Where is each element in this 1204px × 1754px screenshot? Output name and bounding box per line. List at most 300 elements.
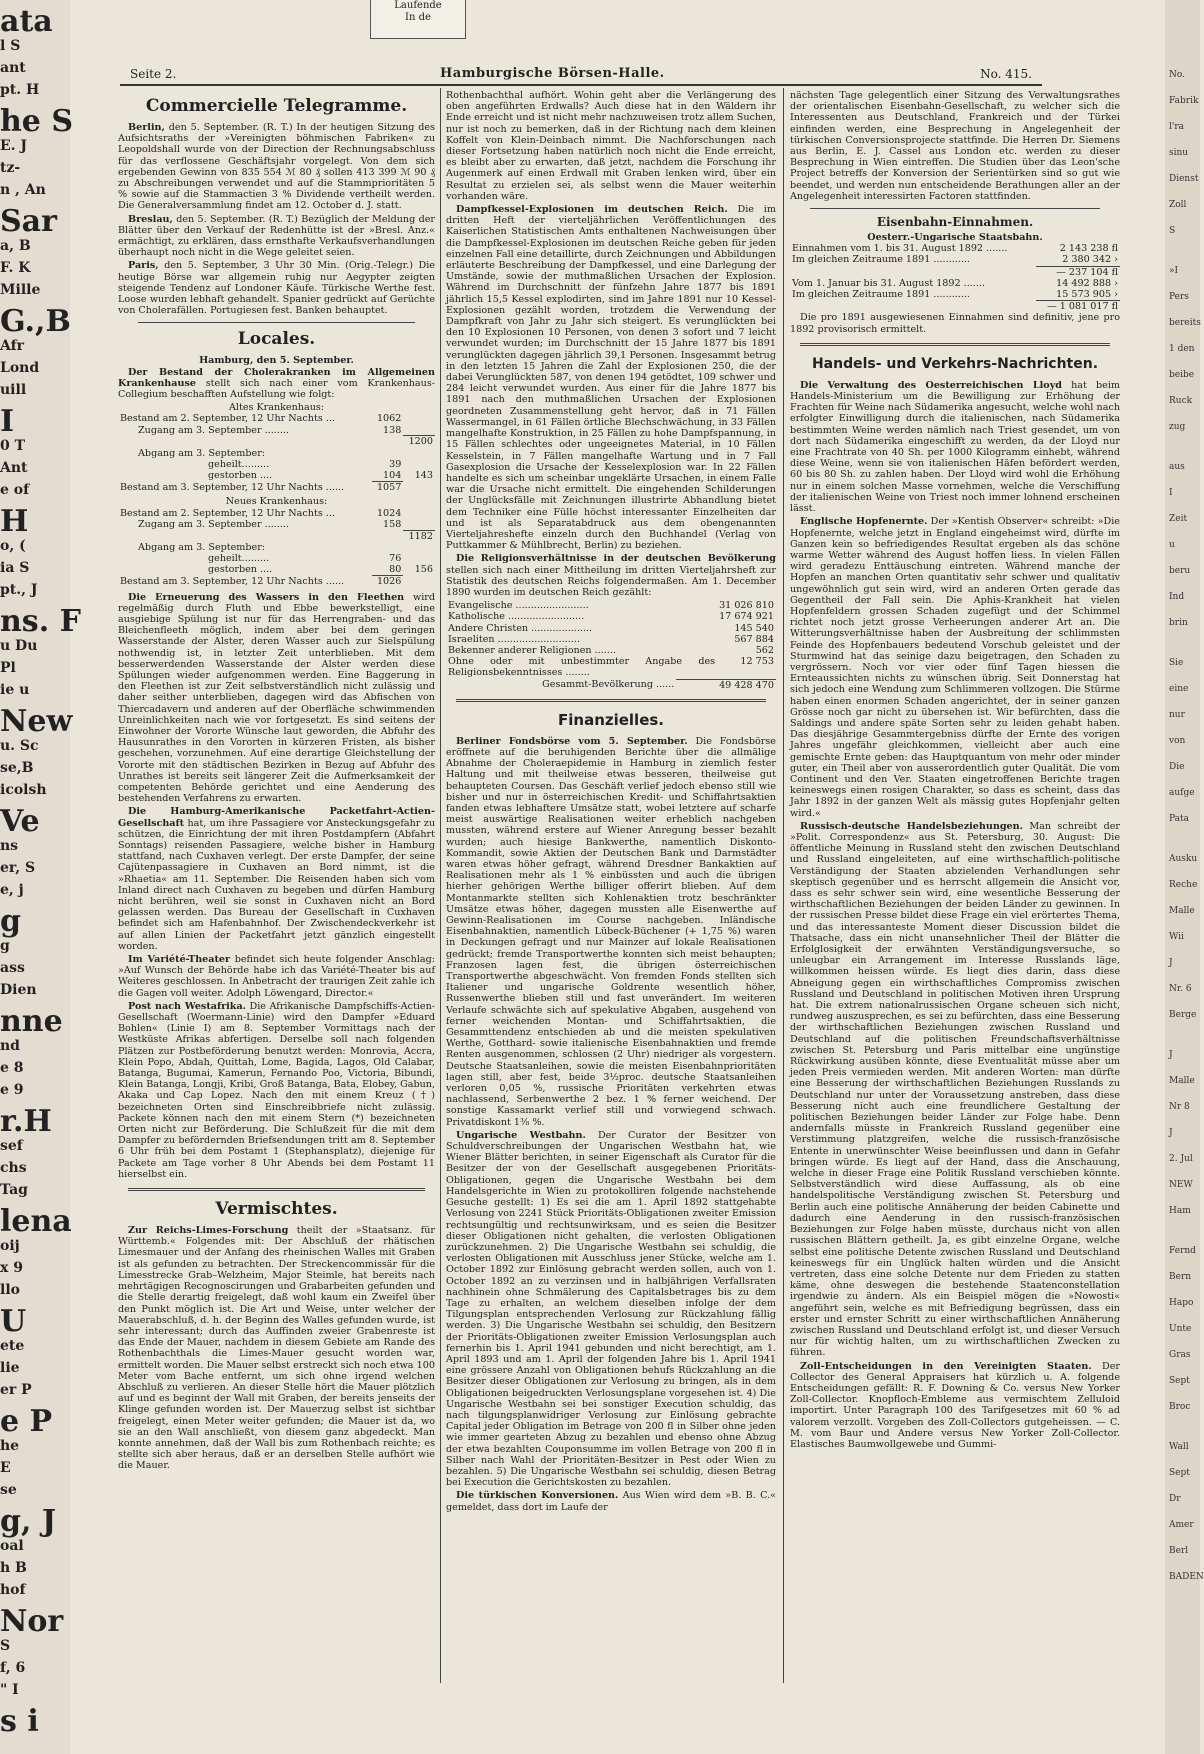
telegram-place: Paris, bbox=[128, 260, 159, 272]
fragment-text: Wall bbox=[1169, 1442, 1189, 1452]
fragment-text: Fabrik bbox=[1169, 96, 1199, 106]
fragment-text: ns bbox=[0, 838, 19, 854]
railway-revenue-table bbox=[790, 243, 1120, 312]
fragment-text: ant bbox=[0, 60, 26, 76]
row-value: — 1 081 017 fl bbox=[1036, 301, 1120, 313]
row-value: 39 bbox=[389, 458, 402, 470]
article-body: hat, um ihre Passagiere vor Ansteckungsgefahr zu schützen, die Einrichtung der mit ihren Postdampfern (Abfahrt Sonntags) reisenden Passagiere, welche bisher in Hamburg stattfand, nach Cuxhaven verlegt. Der erste Dampfer, der seine Cajütenpassagiere in Cuxhaven an Bord nimmt, ist die »Rhaetia« am 11. September. Die Reisenden haben sich vom Inland direct nach Cuxhaven zu begeben und dürfen Hamburg nicht berühren, weil sie sonst in Cuxhaven nicht an Bord gelassen werden. Das Bureau der Gesellschaft in Cuxhaven befindet sich am Hafenbahnhof. Der Zwischendeckverkehr ist auf allen Linien der Packetfahrt jetzt gänzlich eingestellt worden. bbox=[118, 817, 435, 952]
fragment-text: U bbox=[0, 1304, 27, 1339]
fragment-text: Pl bbox=[0, 660, 16, 676]
total-label: Gesammt-Bevölkerung ...... bbox=[542, 679, 675, 691]
row-value: 158 bbox=[383, 518, 402, 530]
table-row bbox=[790, 289, 1120, 301]
article-lead: Berliner Fondsbörse vom 5. September. bbox=[456, 735, 688, 747]
fragment-text: Broc bbox=[1169, 1402, 1191, 1412]
row-label bbox=[118, 436, 372, 448]
fragment-text: Berl bbox=[1169, 1546, 1189, 1556]
fragment-text: Sar bbox=[0, 204, 57, 239]
stats-table-neues bbox=[118, 508, 435, 588]
telegram-text: den 5. September. (R. T.) In der heutigen Sitzung des Aufsichtsraths der »Vereinigten böhmischen Fabriken« zu Leopoldshall wurde von der Direction der Rechnungsabschluss für das verflossene Geschäftsjahr vorgelegt. Von dem sich ergebenden Gewinn von 835 554 ℳ 80 ₰ sollen 413 399 ℳ 90 ₰ zu Abschreibungen verwendet und auf die Stammprioritäten 5 % sowie auf die Stammactien 3 % Dividende vertheilt werden. Die Generalversammlung findet am 12. October d. J. statt. bbox=[118, 122, 435, 212]
article-lead: Der Bestand der Cholerakranken im Allgemeinen Krankenhause bbox=[118, 366, 435, 389]
fragment-text: Dien bbox=[0, 982, 37, 998]
row-label: Bestand am 2. September, 12 Uhr Nachts ... bbox=[120, 507, 335, 519]
fragment-text: Ausku bbox=[1169, 854, 1198, 864]
fragment-text: er, S bbox=[0, 860, 36, 876]
row-total: 156 bbox=[414, 564, 433, 576]
article-lead: Zoll-Entscheidungen in den Vereinigten Staaten. bbox=[800, 1360, 1092, 1372]
religion-table bbox=[446, 600, 776, 678]
article-lead: Ungarische Westbahn. bbox=[456, 1129, 586, 1141]
fragment-text: G.,B bbox=[0, 304, 71, 339]
fragment-text: ia S bbox=[0, 560, 30, 576]
article-fleet bbox=[118, 592, 435, 805]
article-body: Die Afrikanische Dampfschiffs-Actien-Gesellschaft (Woermann-Linie) wird den Dampfer »Eduard Bohlen« (Linie I) am 8. September Vormittags nach der Westküste Afrikas abfertigen. Derselbe soll nach folgenden Plätzen zur Postbeförderung benutzt werden: Monrovia, Accra, Klein Popo, Abdah, Quittah, Lome, Bagida, Lagos, Old Calabar, Batanga, Bugumai, Kamerun, Fernando Poo, Victoria, Bibundi, Klein Batanga, Longji, Kribi, Groß Batanga, Bata, Elobey, Gabun, Akaka und Cap Lopez. Nach den mit einem Kreuz (†) bezeichneten Orten sind Einschreibbriefe nicht zulässig. Packete können nach den mit einem Stern (*) bezeichneten Orten nicht zur Beförderung. Die Schlußzeit für die mit dem Dampfer zu befördernden Briefsendungen tritt am 8. September 6 Uhr früh bei dem Postamt 1 (Stephansplatz), diejenige für Packete am Tage vorher 8 Uhr Abends bei dem Postamt 11 hierselbst ein. bbox=[118, 1000, 435, 1180]
fragment-text: Pata bbox=[1169, 814, 1189, 824]
fragment-text: Sept bbox=[1169, 1376, 1190, 1386]
article-lead: Post nach Westafrika. bbox=[128, 1000, 247, 1012]
row-value: 1026 bbox=[372, 576, 404, 588]
article-body: Die Fondsbörse eröffnete auf die beruhigenden Berichte über die allmälige Abnahme der Choleraepidemie in Hamburg in ziemlich fester Haltung und mit theilweise etwas besseren, theilweise gut behaupteten Coursen. Das Geschäft verlief jedoch ebenso still wie bisher und nur in österreichischen Kredit- und Schiffahrtsaktien fanden etwas lebhaftere Umsätze statt, wobei letztere auf scharfe meist auswärtige Realisationen weiter erheblich nachgeben mussten, während erstere auf Wiener Anregung besser bezahlt wurden; auch hiesige Bankwerthe, namentlich Diskonto-Kommandit, sowie Aktien der Deutschen Bank und Darmstädter waren etwas höher gefragt, während Dresdner Bankaktien auf Realisationen mehr als 1 % einbüssten und auch die übrigen hierher gehörigen Werthe billiger offerirt blieben. Auf dem Montanmarkte stellten sich Kohlenaktien trotz beschränkter Umsätze etwas höher, dagegen mussten alle Eisenwerthe auf Gewinn-Realisationen im Course nachgeben. Inländische Eisenbahnaktien, namentlich Lübeck-Büchener (+ 1,75 %) waren in Deckungen gefragt und nur Mainzer auf lokale Realisationen gedrückt; fremde Transportwerthe konnten sich meist behaupten; Franzosen lagen fest, die übrigen österreichischen Transportwerthe abgeschwächt. Von fremden Fonds stellten sich Italiener und ungarische Goldrente wesentlich höher, Russenwerthe blieben still und fast unverändert. Im weiteren Verlaufe schwächte sich auf spekulative Abgaben, ausgehend von ferner weichenden Montan- und Schiffahrtsaktien, die Gesammttendenz entschieden ab und die meisten spekulativen Werthe, Gotthard- sowie italienische Eisenbahnaktien und fremde Renten ausgenommen, schlossen (2 Uhr) niedriger als vorgestern. Deutsche Staatsanleihen, sowie die meisten Eisenbahnprioritäten lagen still, aber fest, beide 3½proc. deutsche Staatsanleihen verloren 0,05 %, russische Prioritäten verkehrten etwas nachlassend, Serbenwerthe 2 bez. 1 % ferner weichend. Der sonstige Kassamarkt verlief still und vorwiegend schwach. Privatdiskont 1⅜ %. bbox=[446, 735, 776, 1128]
row-value: 138 bbox=[383, 424, 402, 436]
row-label bbox=[790, 301, 1036, 313]
fragment-text: ata bbox=[0, 4, 53, 39]
article-body: stellt sich nach einer vom Krankenhaus-Collegium beschafften Aufstellung wie folgt: bbox=[118, 377, 435, 401]
fragment-text: NEW bbox=[1169, 1180, 1193, 1190]
fragment-text: Lond bbox=[0, 360, 40, 376]
fragment-text: Ind bbox=[1169, 592, 1185, 602]
row-label: Abgang am 3. September: bbox=[138, 541, 266, 553]
fragment-text: aufge bbox=[1169, 788, 1195, 798]
fragment-text: beru bbox=[1169, 566, 1191, 576]
fragment-text: S bbox=[1169, 226, 1176, 236]
row-value: — 237 104 fl bbox=[1036, 266, 1120, 278]
fragment-text: Sie bbox=[1169, 658, 1184, 668]
header-rule bbox=[120, 84, 1042, 86]
article-lead: Die Erneuerung des Wassers in den Fleethen bbox=[128, 591, 405, 603]
fragment-text: r.H bbox=[0, 1104, 52, 1139]
column-1 bbox=[118, 90, 435, 1680]
telegram-place: Breslau, bbox=[128, 213, 173, 225]
fragment-text: Nr 8 bbox=[1169, 1102, 1190, 1112]
row-value: 76 bbox=[389, 552, 402, 564]
fragment-text: s i bbox=[0, 1704, 39, 1739]
row-label: Katholische ......................... bbox=[448, 611, 585, 623]
article-lead: Die Verwaltung des Oesterreichischen Lloyd bbox=[800, 379, 1062, 391]
row-label: Bestand am 2. September, 12 Uhr Nachts ... bbox=[120, 413, 335, 425]
row-total bbox=[403, 425, 435, 436]
table-row bbox=[790, 243, 1120, 254]
page-number: Seite 2. bbox=[130, 67, 177, 81]
row-value bbox=[372, 530, 404, 542]
article-limes bbox=[118, 1225, 435, 1471]
fragment-text: u Du bbox=[0, 638, 38, 654]
stats-table-altes bbox=[118, 413, 435, 493]
fragment-text: Gras bbox=[1169, 1350, 1191, 1360]
fragment-text: lena bbox=[0, 1204, 72, 1239]
fragment-text: No. bbox=[1169, 70, 1185, 80]
fragment-text: F. K bbox=[0, 260, 31, 276]
table-row bbox=[790, 266, 1120, 278]
fragment-text: tz- bbox=[0, 160, 21, 176]
fragment-text: zug bbox=[1169, 422, 1186, 432]
religion-total bbox=[446, 679, 776, 691]
table-row bbox=[446, 600, 776, 611]
fragment-text: E. J bbox=[0, 138, 28, 154]
total-value: 49 428 470 bbox=[676, 679, 776, 691]
fragment-text: pt. H bbox=[0, 82, 40, 98]
table-row bbox=[118, 508, 435, 519]
row-value bbox=[372, 436, 404, 448]
fragment-text: Ve bbox=[0, 804, 40, 839]
fragment-text: Amer bbox=[1169, 1520, 1194, 1530]
row-label: Abgang am 3. September: bbox=[138, 447, 266, 459]
table-row bbox=[446, 623, 776, 634]
fragment-text: e 8 bbox=[0, 1060, 24, 1076]
fragment-text: Tag bbox=[0, 1182, 28, 1198]
telegram-item bbox=[118, 122, 435, 212]
fragment-text: ie u bbox=[0, 682, 30, 698]
article-lead: Im Variété-Theater bbox=[128, 954, 231, 966]
fragment-text: se,B bbox=[0, 760, 34, 776]
telegram-item bbox=[118, 260, 435, 316]
article-dampfkessel bbox=[446, 204, 776, 551]
fragment-text: Ruck bbox=[1169, 396, 1193, 406]
table-row bbox=[446, 634, 776, 645]
fragment-text: Pers bbox=[1169, 292, 1189, 302]
article-lead: Die Religionsverhältnisse in der deutschen Bevölkerung bbox=[456, 553, 776, 565]
section-heading-eisenbahn: Eisenbahn-Einnahmen. bbox=[876, 215, 1034, 230]
issue-number: No. 415. bbox=[980, 67, 1032, 81]
section-heading-locales: Locales. bbox=[237, 329, 316, 350]
fragment-text: n , An bbox=[0, 182, 46, 198]
table-row bbox=[118, 436, 435, 448]
article-body: Der Collector des General Appraisers hat kürzlich u. A. folgende Entscheidungen gefällt: R. F. Downing & Co. versus New Yorker Zoll-Collector. Knopfloch-Embleme aus vermischtem Zelluloid importirt. Unter Paragraph 100 des Tarifgesetzes mit 60 % ad valorem verzollt. Vorgeben des Zoll-Collectors gutgeheissen. — C. M. vom Baur und Andere versus New Yorker Zoll-Collector. Elastisches Baumwollgewebe und Gummi- bbox=[790, 1360, 1120, 1450]
fragment-text: S bbox=[0, 1638, 11, 1654]
fragment-text: chs bbox=[0, 1160, 27, 1176]
article-westbahn bbox=[446, 1130, 776, 1489]
fragment-text: e 9 bbox=[0, 1082, 24, 1098]
section-heading-handel: Handels- und Verkehrs-Nachrichten. bbox=[811, 355, 1099, 372]
article-lead: Zur Reichs-Limes-Forschung bbox=[128, 1225, 289, 1237]
table-row bbox=[118, 448, 435, 459]
article-body: theilt der »Staatsanz. für Württemb.« Folgendes mit: Der Abschluß der rhätischen Limesmauer und der Anfang des rheinischen Walles mit Graben ist als gefunden zu betrachten. Der Streckencommissär für die Limesstrecke Grab–Welzheim, Major Steimle, hat bereits nach mehrtägigen Recognoscirungen und Grabarbeiten gefunden und die Stelle derartig freigelegt, daß wohl kaum ein Zweifel über den Punkt möglich ist. Die Art und Weise, unter welcher der Mauerabschluß, d. h. der Beginn des Walles gefunden wurde, ist sehr interessant; durch das Auffinden zweier Grabenreste ist das Ende der Mauer, nachdem in diesem Gebiete am Rande des Rothenbachthals die Limes-Mauer gesucht worden war, ermittelt worden. Die Mauer selbst erstreckt sich noch etwa 100 Meter vom Bache entfernt, um sich ohne irgend welchen Abschluß zu verlieren. An dieser Stelle hört die Mauer plötzlich auf und es beginnt der Wall mit Graben, der bereits jenseits der Klinge gefunden worden ist. Der Mauerzug selbst ist sichtbar freigelegt, einen Meter weiter gefunden; die Mauer ist da, wo sie an den Wall anschließt, von diesem ganz abgedeckt. Man konnte annehmen, daß der Wall bis zum Rothenbach reichte; es stellte sich aber heraus, daß er an derselben Stelle aufhört wie die Mauer. bbox=[118, 1225, 435, 1472]
fragment-text: he S bbox=[0, 104, 74, 139]
table-row bbox=[118, 459, 435, 470]
row-value: 562 bbox=[755, 644, 774, 656]
fragment-text: E bbox=[0, 1460, 11, 1476]
fragment-text: H bbox=[0, 504, 29, 539]
table-row bbox=[446, 611, 776, 622]
fragment-text: Unte bbox=[1169, 1324, 1192, 1334]
fragment-text: llo bbox=[0, 1282, 20, 1298]
article-lead: Englische Hopfenernte. bbox=[800, 516, 928, 528]
row-label: geheilt......... bbox=[208, 458, 270, 470]
fragment-text: Mille bbox=[0, 282, 41, 298]
table-row bbox=[118, 413, 435, 424]
subheading-staatsbahn: Oesterr.-Ungarische Staatsbahn. bbox=[867, 232, 1043, 244]
article-russland bbox=[790, 821, 1120, 1359]
table-row bbox=[790, 278, 1120, 289]
row-label: Vom 1. Januar bis 31. August 1892 ....... bbox=[792, 277, 986, 289]
row-total bbox=[403, 553, 435, 564]
fragment-text: o, ( bbox=[0, 538, 26, 554]
fragment-text: Hapo bbox=[1169, 1298, 1194, 1308]
fragment-text: beibe bbox=[1169, 370, 1195, 380]
article-variete bbox=[118, 954, 435, 999]
article-body: Man schreibt der »Polit. Correspondenz« aus St. Petersburg, 30. August: Die öffentliche Meinung in Russland steht den zwischen Deutschland und Russland eingeleiteten, auf eine wirthschaftlich-politische Verständigung der Staaten abzielenden Verhandlungen sehr skeptisch gegenüber und es herrscht allgemein die Ansicht vor, dass es sehr schwer sein wird, eine wesentliche Besserung der wirthschaftlichen Beziehungen der beiden Länder zu gewinnen. In der russischen Presse bildet diese Frage ein viel erörtertes Thema, und das interessanteste Moment dieser Discussion bildet die Thatsache, dass ein nicht unansehnlicher Theil der Blätter die Erfolglosigkeit der erwähnten Verständigungsversuche, so unleugbar ein Arrangement im Interesse Russlands läge, willkommen heissen würde. Es liegt dies darin, dass diese Abneigung gegen ein wirthschaftliches Compromiss zwischen Russland und Deutschland in politischen Motiven ihren Ursprung hat. Die extrem nationalrussischen Organe scheuen sich nicht, rundweg auszusprechen, es sei zu befürchten, dass eine Besserung der wirthschaftlichen Beziehungen zwischen Russland und Deutschland auf die politischen Freundschaftsverhältnisse zwischen St. Petersburg und Paris mittelbar eine ungünstige Rückwirkung ausüben könnte, diese Eventualität müsse aber um jeden Preis vermieden werden. Mit anderen Worten: man dürfte eine Besserung der wirthschaftlichen Beziehungen Russlands zu Deutschland nur unter der Voraussetzung anstreben, dass diese Besserung nicht auch eine freundlichere Gestaltung der politischen Beziehungen beider Länder zur Folge habe. Denn andernfalls müsste in Frankreich Russland gegenüber eine Verstimmung platzgreifen, welche die russisch-französische Entente in unerwünschter Weise beeinflussen und dann in Gefahr bringen würde. Es liegt auf der Hand, dass die Anschauung, welche in dieser Frage eine Politik Russland verschieben könnte. Selbstverständlich wird diese Auffassung, als ob eine handelspolitische Verständigung zwischen St. Petersburg und Berlin auch eine politische Annäherung der beiden Cabinette und dadurch eine Aenderung in den russisch-französischen Beziehungen zur Folge haben müsste, durchaus nicht von allen russischen Blättern getheilt. Ja, es gibt einzelne Organe, welche selbst eine politische Detente zwischen Russland und Deutschland keineswegs für ein Unglück halten würden und die Ansicht vertreten, dass eine solche Detente nur dem Frieden zu statten käme, ohne deswegen die bestehende Staatenconstellation irgendwie zu ändern. Als ein Beispiel mögen die »Nowosti« angeführt sein, welche es mit Befriedigung begrüssen, dass ein erster und ernster Schritt zu einer wirthschaftlichen Annäherung zwischen Russland und Deutschland erfolgt ist, und dieser Versuch nur für wichtig halten, um zu wirthschaftlichen Zwecken zu führen. bbox=[790, 820, 1120, 1359]
fragment-text: eine bbox=[1169, 684, 1189, 694]
fragment-text: 1 den bbox=[1169, 344, 1195, 354]
row-total bbox=[403, 508, 435, 519]
table-row bbox=[118, 470, 435, 482]
row-label bbox=[118, 530, 372, 542]
fragment-text: ass bbox=[0, 960, 25, 976]
fragment-text: Die bbox=[1169, 762, 1185, 772]
fragment-text: er P bbox=[0, 1382, 32, 1398]
newspaper-title: Hamburgische Börsen-Halle. bbox=[440, 66, 665, 81]
fragment-text: New bbox=[0, 704, 73, 739]
fragment-text: J bbox=[1169, 1050, 1173, 1060]
row-label: Israeliten ........................... bbox=[448, 633, 580, 645]
article-lead: Russisch-deutsche Handelsbeziehungen. bbox=[800, 820, 1023, 832]
table-row bbox=[118, 482, 435, 494]
telegram-place: Berlin, bbox=[128, 122, 165, 133]
separator bbox=[138, 322, 415, 323]
adjacent-page-left-fragment bbox=[0, 0, 81, 1754]
fragment-text: nur bbox=[1169, 710, 1185, 720]
fragment-text: J bbox=[1169, 958, 1173, 968]
separator bbox=[128, 1188, 425, 1191]
fragment-text: l'ra bbox=[1169, 122, 1185, 132]
fragment-text: Malle bbox=[1169, 906, 1195, 916]
fragment-text: ns. F bbox=[0, 604, 81, 639]
row-label: Zugang am 3. September ........ bbox=[138, 424, 290, 436]
clipping-line-1: Laufende bbox=[394, 0, 442, 11]
fragment-text: u bbox=[1169, 540, 1175, 550]
fragment-text: g, J bbox=[0, 1504, 57, 1539]
article-body: wird regelmäßig durch Fluth und Ebbe bewerkstelligt, eine ausgiebige Spülung ist nur für das Herrengraben- und das Bleichenfleeth möglich, indem aber bei dem geringen Wasserstande der Alster, deren Wasser auch zur Sielspülung nothwendig ist, in letzter Zeit unterblieben. Mit dem besserwerdenden Wasserstande der Alster werden diese Spülungen wieder aufgenommen werden. Eine Baggerung in den Fleethen ist zur Zeit selbstverständlich nicht zulässig und daher seither unterblieben, dagegen wird das Abfischen von Thiercadavern und anderen auf der Oberfläche schwimmenden Unreinlichkeiten nach wie vor fortgesetzt. Es sind seitens der Einwohner der Vororte Wünsche laut geworden, die Abfuhr des Hausunrathes in den Vororten in kürzeren Fristen, als bisher geschehen, vorzunehmen. Auf eine derartige Gleichstellung der Vororte mit den städtischen Bezirken in Bezug auf Abfuhr des Unrathes ist bereits seit längerer Zeit die Aufmerksamkeit der competenten Behörde gerichtet und eine Aenderung des bestehenden Verfahrens zu erwarten. bbox=[118, 591, 435, 805]
row-value: 14 492 888 › bbox=[1056, 277, 1118, 289]
fragment-text: hof bbox=[0, 1582, 26, 1598]
fragment-text: ete bbox=[0, 1338, 25, 1354]
section-heading-telegrams: Commercielle Telegramme. bbox=[145, 96, 408, 116]
fragment-text: 0 T bbox=[0, 438, 26, 454]
row-total bbox=[403, 459, 435, 470]
fragment-text: von bbox=[1169, 736, 1186, 746]
fragment-text: »I bbox=[1169, 266, 1179, 276]
row-total: 1200 bbox=[403, 436, 435, 448]
fragment-text: Dienst bbox=[1169, 174, 1199, 184]
row-total: 143 bbox=[414, 469, 433, 481]
subheading-neues: Neues Krankenhaus: bbox=[225, 496, 328, 508]
article-fondsboerse bbox=[446, 736, 776, 1128]
row-value: 2 380 342 › bbox=[1062, 254, 1118, 266]
railway-note: Die pro 1891 ausgewiesenen Einnahmen sind definitiv, jene pro 1892 provisorisch ermittelt. bbox=[790, 312, 1120, 335]
row-value: 31 026 810 bbox=[719, 600, 774, 612]
article-body: Die im dritten Heft der vierteljährlichen Veröffentlichungen des Kaiserlichen Statistischen Amts enthaltenen Nachweisungen über die Dampfkessel-Explosionen im deutschen Reiche geben für jeden einzelnen Fall eine detaillirte, durch Zeichnungen und Abbildungen erläuterte Beschreibung der Dampfkessel, und eine Darlegung der Umstände, sowie der muthmaßlichen Ursachen der Explosion. Während im Durchschnitt der fünfzehn Jahre 1877 bis 1891 jährlich 15,5 Kessel explodirten, sind im Jahre 1891 nur 10 Kessel-Explosionen gezählt worden, trotzdem die Verwendung der Dampfkraft von Jahr zu Jahr sich steigert. Es verunglückten bei den 10 Explosionen 10 Personen, von denen 3 sofort und 7 leicht verwundet wurden; im Durchschnitt der 15 Jahre 1877 bis 1891 verunglückten dagegen jährlich 39,1 Personen. Insgesammt betrug in den letzten 15 Jahren die Zahl der Explosionen 250, die der dabei Verunglückten 587, von denen 194 getödtet, 109 schwer und 284 leicht verwundet wurden. Aus einer für die Jahre 1877 bis 1891 nach den muthmaßlichen Ursachen der Explosionen geordneten Zusammenstellung geht hervor, daß in 71 Fällen Wassermangel, in 61 Fällen örtliche Blechschwächung, in 33 Fällen mangelhafte Konstruktion, in 25 Fällen zu hohe Dampfspannung, in 15 Fällen schlechtes oder ungeeignetes Material, in 10 Fällen Kesselstein, in 7 Fällen mangelhafte Wartung und in 7 Fall Gasexplosion die Ursache der Kesselexplosion war. In 22 Fällen handelte es sich um scheinbar ungeklärte Ursachen, in einem Falle war die Ursache nicht ermittelt. Die eingehenden Schilderungen der Unglücksfälle mit Zeichnungen illustrirte Abhandlung bietet dem Techniker eine Fülle höchst interessanter Einzelheiten dar und ist als Separatabdruck aus dem obengenannten Vierteljahreshefte einzeln durch den Buchhandel (Verlag von Puttkammer & Mühlbrecht, Berlin) zu beziehen. bbox=[446, 204, 776, 552]
table-row bbox=[118, 519, 435, 530]
row-label: Evangelische ........................ bbox=[448, 600, 589, 612]
fragment-text: bereits bbox=[1169, 318, 1201, 328]
fragment-text: nd bbox=[0, 1038, 20, 1054]
article-body: Aus Wien wird dem »B. B. C.« gemeldet, dass dort im Laufe der bbox=[446, 1490, 776, 1513]
row-value: 80 bbox=[389, 564, 402, 576]
row-value: 145 540 bbox=[734, 622, 774, 634]
fragment-text: Ant bbox=[0, 460, 28, 476]
row-label: Bestand am 3. September, 12 Uhr Nachts ...... bbox=[120, 575, 345, 587]
telegram-item bbox=[118, 214, 435, 259]
clipping-line-2: In de bbox=[405, 12, 431, 23]
fragment-text: f, 6 bbox=[0, 1660, 26, 1676]
fragment-text: Reche bbox=[1169, 880, 1198, 890]
row-total bbox=[403, 519, 435, 530]
column-divider bbox=[783, 88, 784, 1683]
fragment-text: Dr bbox=[1169, 1494, 1181, 1504]
article-body: befindet sich heute folgender Anschlag: »Auf Wunsch der Behörde habe ich das Variété-Theater bis auf Weiteres geschlossen. In Anbetracht der traurigen Zeit zahle ich die Gagen voll weiter. Adolph Löwengard, Director.« bbox=[118, 954, 435, 999]
row-label: Zugang am 3. September ........ bbox=[138, 518, 290, 530]
row-label: Bestand am 3. September, 12 Uhr Nachts ...... bbox=[120, 481, 345, 493]
section-heading-vermischtes: Vermischtes. bbox=[215, 1199, 338, 1220]
fragment-text: lie bbox=[0, 1360, 20, 1376]
row-value: 17 674 921 bbox=[719, 611, 774, 623]
article-body: stellen sich nach einer Mittheilung im dritten Vierteljahrsheft zur Statistik des deutschen Reichs folgendermaßen. Am 1. December 1890 wurden im deutschen Reich gezählt: bbox=[446, 564, 776, 598]
fragment-text: x 9 bbox=[0, 1260, 23, 1276]
row-value: 104 bbox=[383, 469, 402, 481]
fragment-text: e, j bbox=[0, 882, 24, 898]
fragment-text: Malle bbox=[1169, 1076, 1195, 1086]
column-3 bbox=[790, 90, 1120, 1680]
row-value bbox=[372, 448, 404, 459]
fragment-text: nne bbox=[0, 1004, 63, 1039]
fragment-text: oal bbox=[0, 1538, 24, 1554]
fragment-text: e P bbox=[0, 1404, 53, 1439]
table-row bbox=[446, 656, 776, 678]
row-value bbox=[372, 542, 404, 553]
table-row bbox=[790, 301, 1120, 313]
row-value: 1062 bbox=[376, 413, 402, 425]
dateline: Hamburg, den 5. September. bbox=[199, 355, 354, 367]
row-label: Ohne oder mit unbestimmter Angabe des Religionsbekenntnisses ........ bbox=[448, 656, 716, 679]
fragment-text: icolsh bbox=[0, 782, 47, 798]
fragment-text: he bbox=[0, 1438, 20, 1454]
row-value: 12 753 bbox=[740, 656, 774, 668]
row-total bbox=[403, 413, 435, 424]
row-total bbox=[403, 576, 435, 588]
fragment-text: u. Sc bbox=[0, 738, 39, 754]
row-label: geheilt......... bbox=[208, 552, 270, 564]
article-lloyd bbox=[790, 380, 1120, 514]
article-lead: Dampfkessel-Explosionen im deutschen Reich. bbox=[456, 204, 728, 216]
row-total bbox=[403, 542, 435, 553]
table-row bbox=[118, 530, 435, 542]
fragment-text: Zeit bbox=[1169, 514, 1188, 524]
fragment-text: sinu bbox=[1169, 148, 1189, 158]
article-tuerkisch bbox=[446, 1490, 776, 1512]
telegram-text: den 5. September. (R. T.) Bezüglich der Meldung der Blätter über den Verkauf der Redenhütte ist der »Bresl. Anz.« ermächtigt, zu erklären, dass ernsthafte Verkaufsverhandlungen überhaupt noch nicht in die Wege geleitet seien. bbox=[118, 213, 435, 259]
fragment-text: sef bbox=[0, 1138, 23, 1154]
row-label: gestorben .... bbox=[208, 469, 273, 481]
row-total: 1182 bbox=[403, 530, 435, 542]
table-row bbox=[118, 564, 435, 576]
row-value: 1057 bbox=[372, 482, 404, 494]
fragment-text: Berge bbox=[1169, 1010, 1197, 1020]
fragment-text: Bern bbox=[1169, 1272, 1192, 1282]
row-value: 15 573 905 › bbox=[1056, 289, 1118, 301]
table-row bbox=[118, 425, 435, 436]
fragment-text: Fernd bbox=[1169, 1246, 1196, 1256]
row-value: 567 884 bbox=[734, 633, 774, 645]
row-label: Im gleichen Zeitraume 1891 ............ bbox=[792, 254, 970, 266]
row-value: 1024 bbox=[376, 507, 402, 519]
column-divider bbox=[440, 88, 441, 1683]
section-heading-finanzielles: Finanzielles. bbox=[558, 710, 664, 729]
fragment-text: Nor bbox=[0, 1604, 64, 1639]
fragment-text: Wii bbox=[1169, 932, 1184, 942]
separator bbox=[810, 208, 1100, 209]
article-body: Der Curator der Besitzer von Schuldverschreibungen der Ungarischen Westbahn hat, wie Wiener Blätter berichten, in seiner Eigenschaft als Curator für die Besitzer der von der Gesellschaft ausgegebenen Prioritäts-Obligationen, gegen die Ungarische Westbahn bei dem Handelsgerichte in Wien zu protokolliren folgende nachstehende Gesuche gestellt: 1) Es sei die am 1. April 1892 stattgehabte Verlosung von 2241 Stück Prioritäts-Obligationen zweiter Emission rechtsungültig und rechtsunwirksam, und es seien die Besitzer dieser Obligationen nicht gehalten, die verlosten Obligationen zurückzunehmen. 2) Die Ungarische Westbahn sei schuldig, die verlosten Obligationen mit Ausschluss jener Stücke, welche am 1. October 1892 zur Einlösung gebracht werden sollen, auch von 1. October 1892 an zu verzinsen und in halbjährigen Verfallsraten nachhinein ohne Schmälerung des Capitalsbetrages bis zu dem Tage zu erhalten, an welchem dieselben infolge der dem Tilgungsplan entsprechenden Verlosung zur Rückzahlung fällig werden. 3) Die Ungarische Westbahn sei schuldig, den Besitzern der Prioritäts-Obligationen zweiter Emission Verlosungsplan auch fernerhin bis 1. April 1941 gebunden und nicht berechtigt, am 1. April 1893 und am 1. April der folgenden Jahre bis 1. April 1941 eine grössere Anzahl von Obligationen behufs Rückzahlung an die Besitzer dieser Obligationen zur Verlosung zu bringen, als in dem Obligationen beigedruckten Verlosungsplane vorgesehen ist. 4) Die Ungarische Westbahn sei bei sonstiger Execution schuldig, das nach tilgungsplanwidriger Verlosung zur Einlösung gebrachte Capital jeder Obligation im Betrage von 200 fl in Silber ohne jeden wie immer gearteten Abzug zu bezahlen und ebenso ohne Abzug der etwa bezahlten Couponsumme im vollen Betrage von 200 fl in Silber nach Wahl der Prioritäten-Besitzer in Pest oder Wien zu bezahlen. 5) Die Ungarische Westbahn sei schuldig, diesen Betrag bei Execution die Gerichtskosten zu bezahlen. bbox=[446, 1129, 776, 1489]
article-zoll bbox=[790, 1361, 1120, 1451]
telegram-list bbox=[118, 122, 435, 316]
column-2 bbox=[446, 90, 776, 1680]
row-label: Andere Christen .................... bbox=[448, 622, 593, 634]
fragment-text: brin bbox=[1169, 618, 1188, 628]
separator bbox=[456, 699, 766, 702]
row-label: Im gleichen Zeitraume 1891 ............ bbox=[792, 289, 970, 301]
clipping-label bbox=[370, 0, 466, 39]
fragment-text: e of bbox=[0, 482, 30, 498]
adjacent-page-right-fragment bbox=[1165, 0, 1204, 1754]
fragment-text: a, B bbox=[0, 238, 31, 254]
fragment-text: BADEN bbox=[1169, 1572, 1204, 1582]
article-religion bbox=[446, 553, 776, 598]
row-label: Bekenner anderer Religionen ....... bbox=[448, 644, 616, 656]
fragment-text: Nr. 6 bbox=[1169, 984, 1192, 994]
article-hopfen bbox=[790, 516, 1120, 818]
article-cholera bbox=[118, 367, 435, 401]
fragment-text: I bbox=[0, 404, 15, 439]
fragment-text: Sept bbox=[1169, 1468, 1190, 1478]
row-total bbox=[403, 448, 435, 459]
article-lead: Die türkischen Konversionen. bbox=[456, 1490, 619, 1502]
article-lead: Die Hamburg-Amerikanische Packetfahrt-Actien-Gesellschaft bbox=[118, 806, 435, 829]
row-total bbox=[403, 482, 435, 494]
fragment-text: " I bbox=[0, 1682, 19, 1698]
table-row bbox=[446, 645, 776, 656]
fragment-text: l S bbox=[0, 38, 21, 54]
row-label bbox=[790, 266, 1036, 278]
article-body: Der »Kentish Observer« schreibt: »Die Hopfenernte, welche jetzt in England eingeheimst wird, dürfte im Ganzen kein so befriedigendes Resultat ergeben als das schöne warme Wetter während des August hoffen liess. In vielen Fällen wird geradezu Enttäuschung eintreten. Während manche der Hopfen an manchen Orten quantitativ sehr schwer und qualitativ ungewöhnlich gut sein wird, wird an anderen Orten gerade das Gegentheil der Fall sein. Die Aphis-Krankheit hat vielen Hopfenfeldern grossen Schaden zugefügt und der Schimmel richtet noch jetzt grosse Verheerungen anderer Art an. Die Witterungsverhältnisse haben der Ausbreitung der schlimmsten Feinde des Hopfenbauers bedeutend Vorschub geleistet und der Sturmwind hat das seinige dazu beigetragen, den Schaden zu vergrössern. Noch vor vier oder fünf Tagen hiessen die Ernteaussichten nichts zu wünschen übrig. Seit Donnerstag hat sich jedoch eine Wendung zum Schlimmeren vollzogen. Die Stürme haben einen enormen Schaden angerichtet, der in seiner ganzen Grösse noch gar nicht zu übersehen ist. Wir befürchten, dass die Saldings und andere späte Sorten sehr zu leiden gehabt haben. Das diesjährige Gesammtergebniss dürfte der Ernte des vorigen Jahres ungefähr gleichkommen, vielleicht aber auch eine gemischte Ernte geben: das Hauptquantum von mehr oder minder guter, ein Theil aber von ausserordentlich guter Qualität. Die vom Continent und den Ver. Staaten eingetroffenen Berichte tragen keineswegs einen rosigen Charakter, so dass es scheint, dass das Jahr 1892 in der ganzen Welt als mässig gutes Hopfenjahr gelten wird.« bbox=[790, 516, 1120, 819]
fragment-text: pt., J bbox=[0, 582, 38, 598]
telegram-text: den 5. September, 3 Uhr 30 Min. (Orig.-Telegr.) Die heutige Börse war allgemein ruhig nur Aegypter zeigten steigende Tendenz auf Londoner Käufe. Türkische Werthe fest. Loose wurden lebhaft gehandelt. Spanier gedrückt auf Gerüchte von Cholerafällen. Portugiesen fest. Banken behauptet. bbox=[118, 260, 435, 317]
article-body: hat beim Handels-Ministerium um die Bewilligung zur Erhöhung der Frachten für Weine nach Südamerika angesucht, welche wohl nach erfolgter Einwilligung durch die italienischen, nach Südamerika bestimmten Weine werden nämlich nach Triest gesendet, um von dort nach Südamerika eingeschifft zu werden, da der Lloyd nur eine Frachtrate von 40 Sh. per 1000 Kilogramm einhebt, während diese Weine, wenn sie von italienischen Häfen befördert werden, 60 bis 80 Sh. zu zahlen haben. Der Lloyd wird wohl die Erhöhung nur in einem solchen Masse vornehmen, welche die Verschiffung der italienischen Weine von Triest noch immer lohnend erscheinen lässt. bbox=[790, 379, 1120, 515]
fragment-text: aus bbox=[1169, 462, 1185, 472]
fragment-text: 2. Jul bbox=[1169, 1154, 1193, 1164]
subheading-altes: Altes Krankenhaus: bbox=[228, 402, 325, 414]
fragment-text: I bbox=[1169, 488, 1173, 498]
fragment-text: g bbox=[0, 904, 21, 939]
row-label: Einnahmen vom 1. bis 31. August 1892 ....... bbox=[792, 243, 1008, 255]
fragment-text: oij bbox=[0, 1238, 20, 1254]
fragment-text: Zoll bbox=[1169, 200, 1187, 210]
table-row bbox=[118, 553, 435, 564]
fragment-text: Afr bbox=[0, 338, 25, 354]
table-row bbox=[118, 576, 435, 588]
article-hapag bbox=[118, 806, 435, 952]
article-continuation: nächsten Tage gelegentlich einer Sitzung des Verwaltungsrathes der orientalischen Eisenbahn-Gesellschaft, zu welcher sich die Interessenten aus Deutschland, Frankreich und der Türkei einfinden werden, eine Besprechung in Angelegenheit der türkischen Conversionsprojecte stattfinde. Die Herren Dr. Siemens aus Berlin, E. J. Cassel aus London etc. werden zu dieser Besprechung in Wien eintreffen. Die Studien über das Leon'sche Project betreffs der Konversion der Serientürken sind so gut wie beendet, und werden nun entscheidende Berathungen aller an der Angelegenheit interessirten Factoren stattfinden. bbox=[790, 90, 1120, 202]
separator bbox=[800, 343, 1110, 346]
fragment-text: g bbox=[0, 938, 10, 954]
article-post bbox=[118, 1001, 435, 1180]
